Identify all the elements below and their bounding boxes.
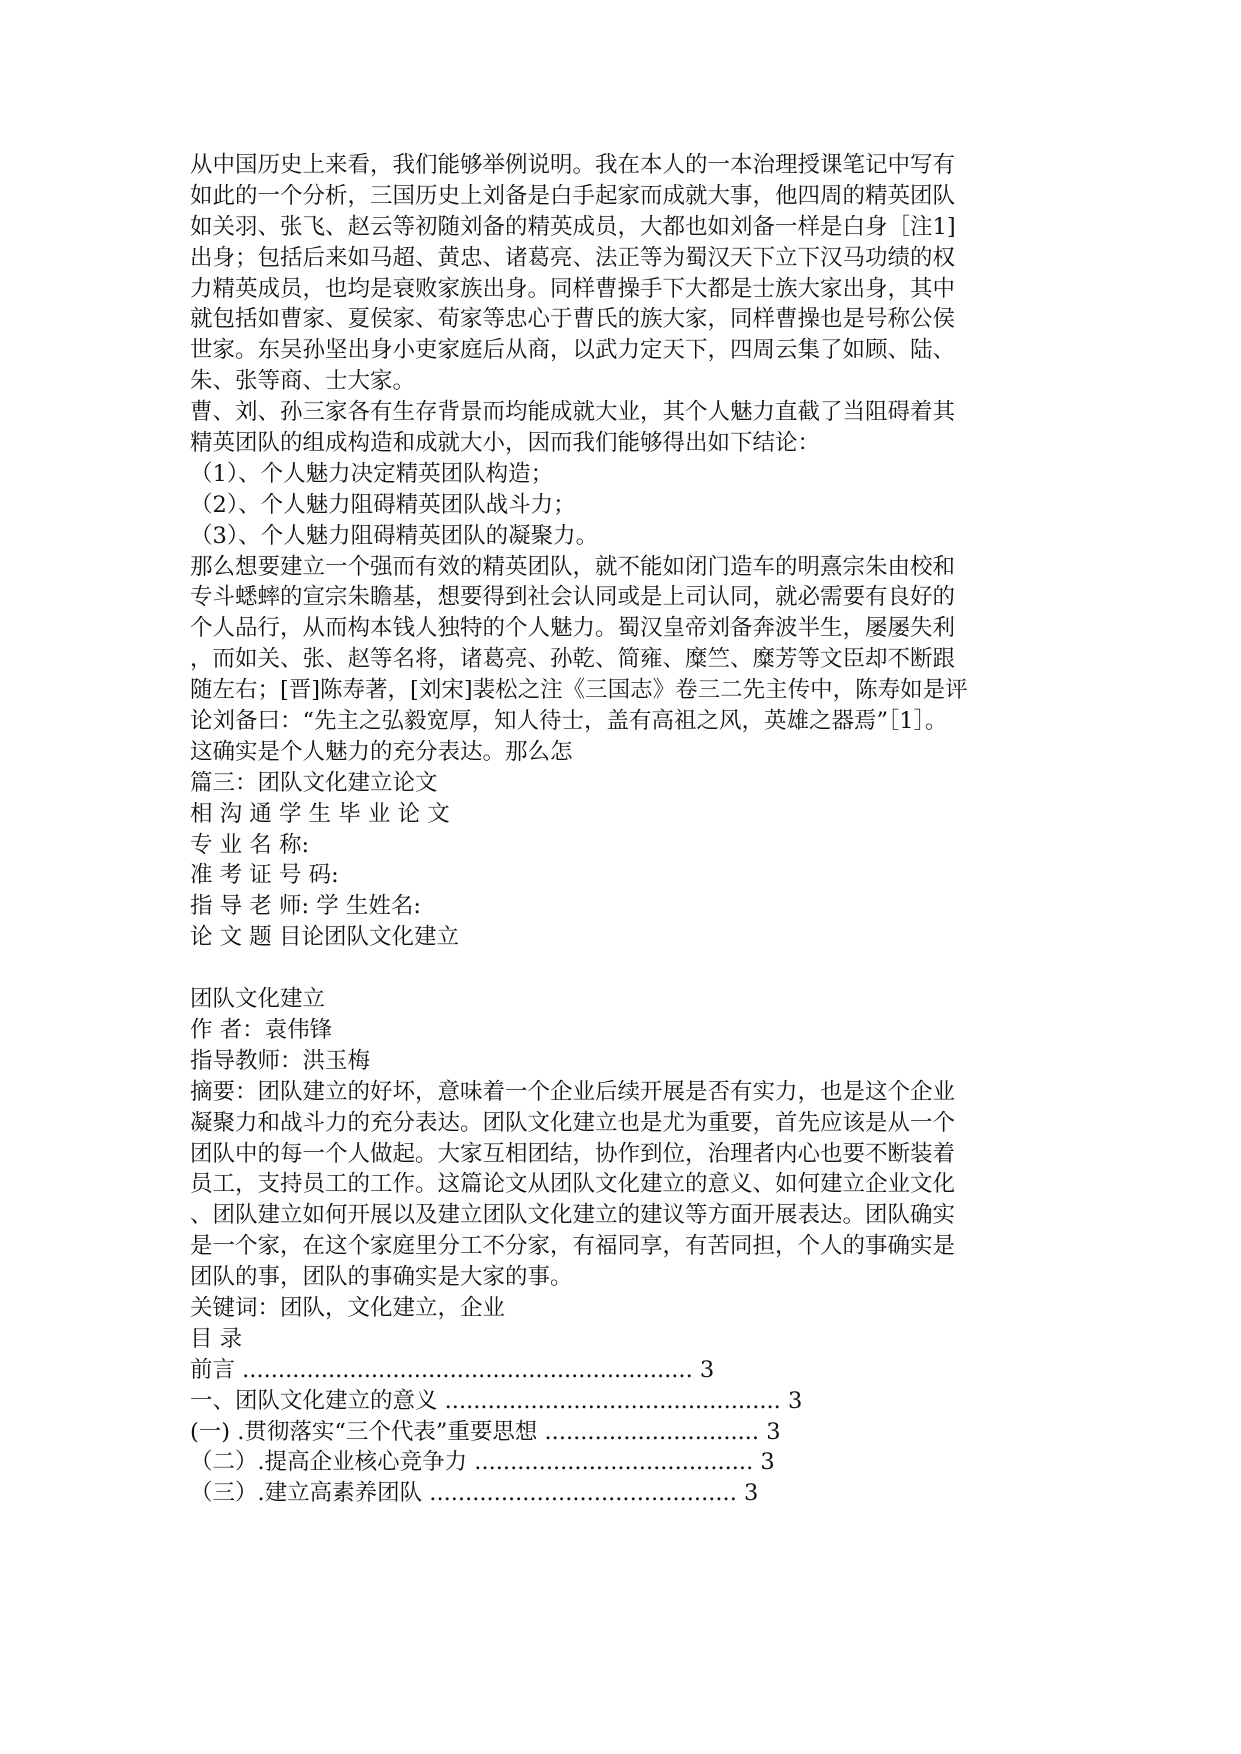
text-line: 那么想要建立一个强而有效的精英团队，就不能如闭门造车的明熹宗朱由校和 <box>190 553 956 580</box>
paper-block <box>190 984 1060 1509</box>
toc-entry: (一) .贯彻落实“三个代表”重要思想 .............................. 3 <box>190 1418 781 1445</box>
list-item: （2）、个人魅力阻碍精英团队战斗力； <box>190 491 576 518</box>
text-line: 世家。东吴孙坚出身小吏家庭后从商，以武力定天下，四周云集了如顾、陆、 <box>190 337 956 364</box>
paper-advisor: 指导教师：洪玉梅 <box>190 1047 371 1074</box>
paper-title: 团队文化建立 <box>190 986 326 1013</box>
cover-thesis-title: 论 文 题 目论团队文化建立 <box>190 924 459 951</box>
text-line: 精英团队的组成构造和成就大小，因而我们能够得出如下结论： <box>190 430 821 457</box>
text-line: 凝聚力和战斗力的充分表达。团队文化建立也是尤为重要，首先应该是从一个 <box>190 1109 956 1136</box>
text-line: 专斗蟋蟀的宣宗朱瞻基，想要得到社会认同或是上司认同，就必需要有良好的 <box>190 584 956 611</box>
text-line: 摘要：团队建立的好坏，意味着一个企业后续开展是否有实力，也是这个企业 <box>190 1078 956 1105</box>
text-line: 团队中的每一个人做起。大家互相团结，协作到位，治理者内心也要不断装着 <box>190 1140 956 1167</box>
text-line: 如关羽、张飞、赵云等初随刘备的精英成员，大都也如刘备一样是白身［注1] <box>190 213 956 240</box>
list-item: （1）、个人魅力决定精英团队构造； <box>190 460 554 487</box>
text-line: 曹、刘、孙三家各有生存背景而均能成就大业，其个人魅力直截了当阻碍着其 <box>190 399 956 426</box>
toc-entry: 一、团队文化建立的意义 ............................................... 3 <box>190 1387 803 1414</box>
paragraph-history <box>190 150 1060 397</box>
toc-entry: （三）.建立高素养团队 ........................................... 3 <box>190 1480 759 1507</box>
cover-exam-number: 准 考 证 号 码: <box>190 862 339 889</box>
cover-major: 专 业 名 称: <box>190 831 310 858</box>
abstract <box>190 1077 1060 1293</box>
section-heading: 篇三：团队文化建立论文 <box>190 769 438 796</box>
text-line: 如此的一个分析，三国历史上刘备是白手起家而成就大事，他四周的精英团队 <box>190 182 956 209</box>
table-of-contents <box>190 1355 1060 1509</box>
text-line: 论刘备曰：“先主之弘毅宽厚，知人待士，盖有高祖之风，英雄之器焉”［1］。 <box>190 708 948 735</box>
cover-block <box>190 799 1060 953</box>
text-line: ，而如关、张、赵等名将，诸葛亮、孙乾、简雍、糜竺、糜芳等文臣却不断跟 <box>190 646 956 673</box>
blank-line <box>190 953 1060 984</box>
text-line: 团队的事，团队的事确实是大家的事。 <box>190 1264 573 1291</box>
toc-entry: 前言 ............................................................... 3 <box>190 1356 715 1383</box>
list-item: （3）、个人魅力阻碍精英团队的凝聚力。 <box>190 522 599 549</box>
cover-title: 相 沟 通 学 生 毕 业 论 文 <box>190 800 450 827</box>
toc-heading: 目 录 <box>190 1325 243 1352</box>
text-line: 个人品行，从而构本钱人独特的个人魅力。蜀汉皇帝刘备奔波半生，屡屡失利 <box>190 615 956 642</box>
text-line: 员工，支持员工的工作。这篇论文从团队文化建立的意义、如何建立企业文化 <box>190 1171 956 1198</box>
paragraph-conclusion <box>190 397 1060 551</box>
cover-advisor-student: 指 导 老 师: 学 生姓名: <box>190 893 421 920</box>
text-line: 朱、张等商、士大家。 <box>190 368 416 395</box>
paragraph-charisma <box>190 552 1060 768</box>
text-line: 是一个家，在这个家庭里分工不分家，有福同享，有苦同担，个人的事确实是 <box>190 1233 956 1260</box>
text-line: 就包括如曹家、夏侯家、荀家等忠心于曹氏的族大家，同样曹操也是号称公侯 <box>190 306 956 333</box>
paper-author: 作 者：袁伟锋 <box>190 1016 333 1043</box>
keywords: 关键词：团队，文化建立，企业 <box>190 1294 506 1321</box>
text-line: 这确实是个人魅力的充分表达。那么怎 <box>190 738 573 765</box>
text-line: 、团队建立如何开展以及建立团队文化建立的建议等方面开展表达。团队确实 <box>190 1202 956 1229</box>
text-line: 从中国历史上来看，我们能够举例说明。我在本人的一本治理授课笔记中写有 <box>190 152 956 178</box>
toc-entry: （二）.提高企业核心竞争力 ....................................... 3 <box>190 1449 775 1476</box>
text-line: 随左右；[晋]陈寿著，[刘宋]裴松之注《三国志》卷三二先主传中，陈寿如是评 <box>190 677 968 704</box>
document-page <box>190 150 1060 1509</box>
text-line: 出身；包括后来如马超、黄忠、诸葛亮、法正等为蜀汉天下立下汉马功绩的权 <box>190 244 956 271</box>
text-line: 力精英成员，也均是衰败家族出身。同样曹操手下大都是士族大家出身，其中 <box>190 275 956 302</box>
